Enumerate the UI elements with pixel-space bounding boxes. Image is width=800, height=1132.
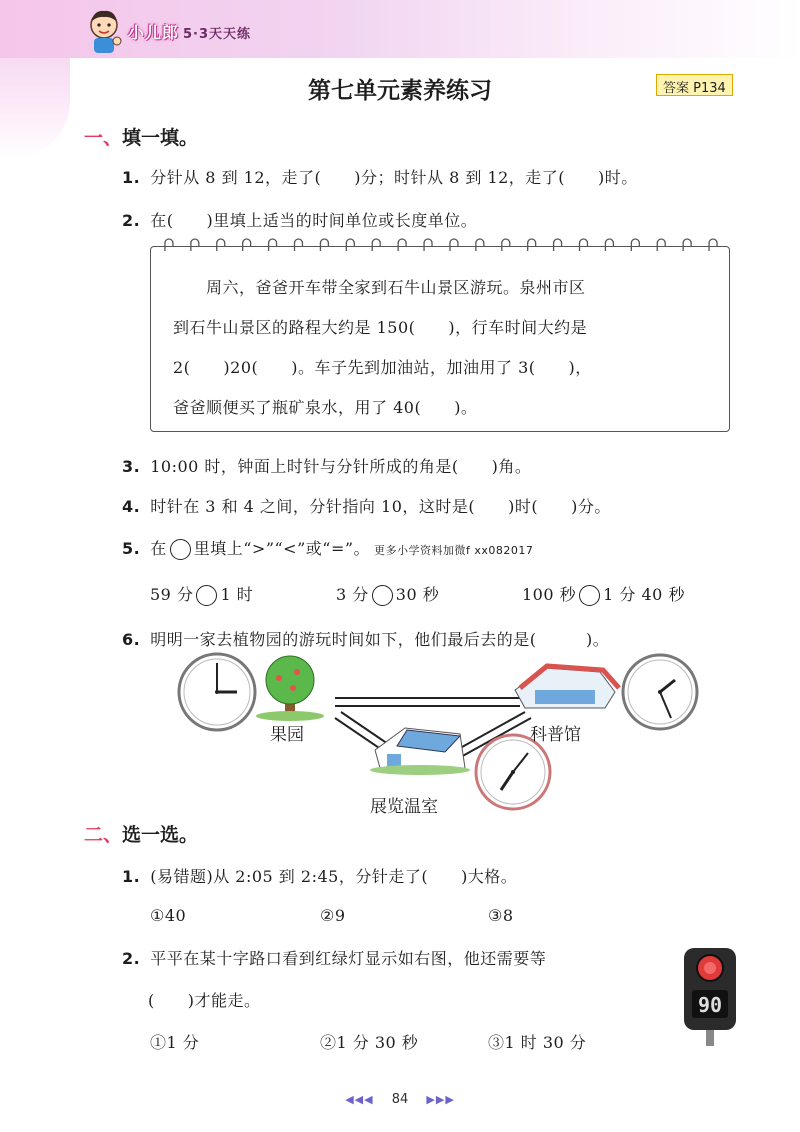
compare-circle-icon <box>170 539 191 560</box>
clock-icon <box>476 735 550 809</box>
option[interactable]: ③8 <box>488 906 514 925</box>
compare-left: 3 分 <box>336 585 369 604</box>
question-1-2 <box>122 208 477 231</box>
question-number: 6. <box>122 630 141 649</box>
passage-line: 周六，爸爸开车带全家到石牛山景区游玩。泉州市区 <box>173 278 586 297</box>
mascot-icon <box>82 8 126 56</box>
question-text: 平平在某十字路口看到红绿灯显示如右图，他还需要等 <box>150 949 547 968</box>
compare-left: 100 秒 <box>522 585 577 604</box>
option[interactable]: ①40 <box>150 906 187 925</box>
question-number: 5. <box>122 539 141 558</box>
traffic-light-icon <box>680 946 740 1046</box>
compare-right: 1 分 40 秒 <box>603 585 685 604</box>
notebook-rings-icon <box>151 237 729 257</box>
place-label: 科普馆 <box>530 725 581 745</box>
compare-right: 30 秒 <box>395 585 440 604</box>
next-arrows-icon: ▶▶▶ <box>426 1093 455 1106</box>
question-number: 1. <box>122 867 141 886</box>
section-title: 选一选。 <box>122 824 199 846</box>
option[interactable]: ②9 <box>320 906 346 925</box>
compare-circle-icon[interactable] <box>579 585 600 606</box>
question-text: 时针在 3 和 4 之间，分针指向 10，这时是( )时( )分。 <box>150 497 611 516</box>
section-number: 一、 <box>84 127 123 149</box>
question-number: 3. <box>122 457 141 476</box>
route-map-icon <box>175 650 735 820</box>
question-1-3 <box>122 454 531 477</box>
section-fill-in <box>84 123 198 150</box>
section-multiple-choice <box>84 820 198 847</box>
clock-icon <box>179 654 255 730</box>
brand-logo <box>128 20 251 43</box>
answer-tag: 答案 P134 <box>656 74 733 96</box>
compare-item <box>336 582 439 606</box>
question-text: 分针从 8 到 12，走了( )分；时针从 8 到 12，走了( )时。 <box>150 168 638 187</box>
compare-item <box>150 582 253 606</box>
brand-series: 5·3天天练 <box>183 27 252 42</box>
compare-right: 1 时 <box>220 585 254 604</box>
question-text: 明明一家去植物园的游玩时间如下，他们最后去的是( )。 <box>150 630 610 649</box>
question-text: 在 <box>150 539 167 558</box>
page-number: 84 <box>391 1092 409 1107</box>
section-title: 填一填。 <box>122 127 199 149</box>
page-footer <box>0 1092 800 1107</box>
brand-name: 小儿郎 <box>128 23 180 42</box>
clock-icon <box>623 655 697 729</box>
question-2-1 <box>122 864 517 887</box>
countdown-display: 90 <box>697 993 723 1017</box>
prev-arrows-icon: ◀◀◀ <box>345 1093 374 1106</box>
question-text-continued: ( )才能走。 <box>148 991 261 1010</box>
passage-line: 2( )20( )。车子先到加油站，加油用了 3( )， <box>173 358 592 377</box>
option[interactable]: ②1 分 30 秒 <box>320 1033 419 1052</box>
question-1-5 <box>122 536 533 560</box>
question-number: 2. <box>122 211 141 230</box>
question-1-1 <box>122 165 638 188</box>
park-route-illustration <box>175 650 735 820</box>
option[interactable]: ③1 时 30 分 <box>488 1033 587 1052</box>
greenhouse-icon <box>370 728 470 775</box>
passage-line: 到石牛山景区的路程大约是 150( )，行车时间大约是 <box>173 318 588 337</box>
question-number: 2. <box>122 949 141 968</box>
section-number: 二、 <box>84 824 123 846</box>
compare-item <box>522 582 685 606</box>
question-text: 在( )里填上适当的时间单位或长度单位。 <box>150 211 478 230</box>
place-label: 果园 <box>270 725 304 745</box>
tree-icon <box>256 656 324 721</box>
science-museum-icon <box>515 666 619 708</box>
page-title: 第七单元素养练习 <box>308 78 492 104</box>
passage-line: 爸爸顺便买了瓶矿泉水，用了 40( )。 <box>173 398 478 417</box>
watermark-note: 更多小学资料加微f xx082017 <box>374 544 534 557</box>
option[interactable]: ①1 分 <box>150 1033 200 1052</box>
question-text: 里填上“>”“<”或“=”。 <box>193 539 371 558</box>
question-1-6 <box>122 627 609 650</box>
question-text: 10:00 时，钟面上时针与分针所成的角是( )角。 <box>150 457 532 476</box>
question-number: 4. <box>122 497 141 516</box>
compare-circle-icon[interactable] <box>196 585 217 606</box>
question-text: (易错题)从 2:05 到 2:45，分针走了( )大格。 <box>150 867 518 886</box>
question-number: 1. <box>122 168 141 187</box>
place-label: 展览温室 <box>370 797 438 817</box>
compare-circle-icon[interactable] <box>372 585 393 606</box>
compare-left: 59 分 <box>150 585 194 604</box>
question-1-4 <box>122 494 611 517</box>
notebook-passage <box>150 246 730 432</box>
question-2-2 <box>122 946 546 969</box>
